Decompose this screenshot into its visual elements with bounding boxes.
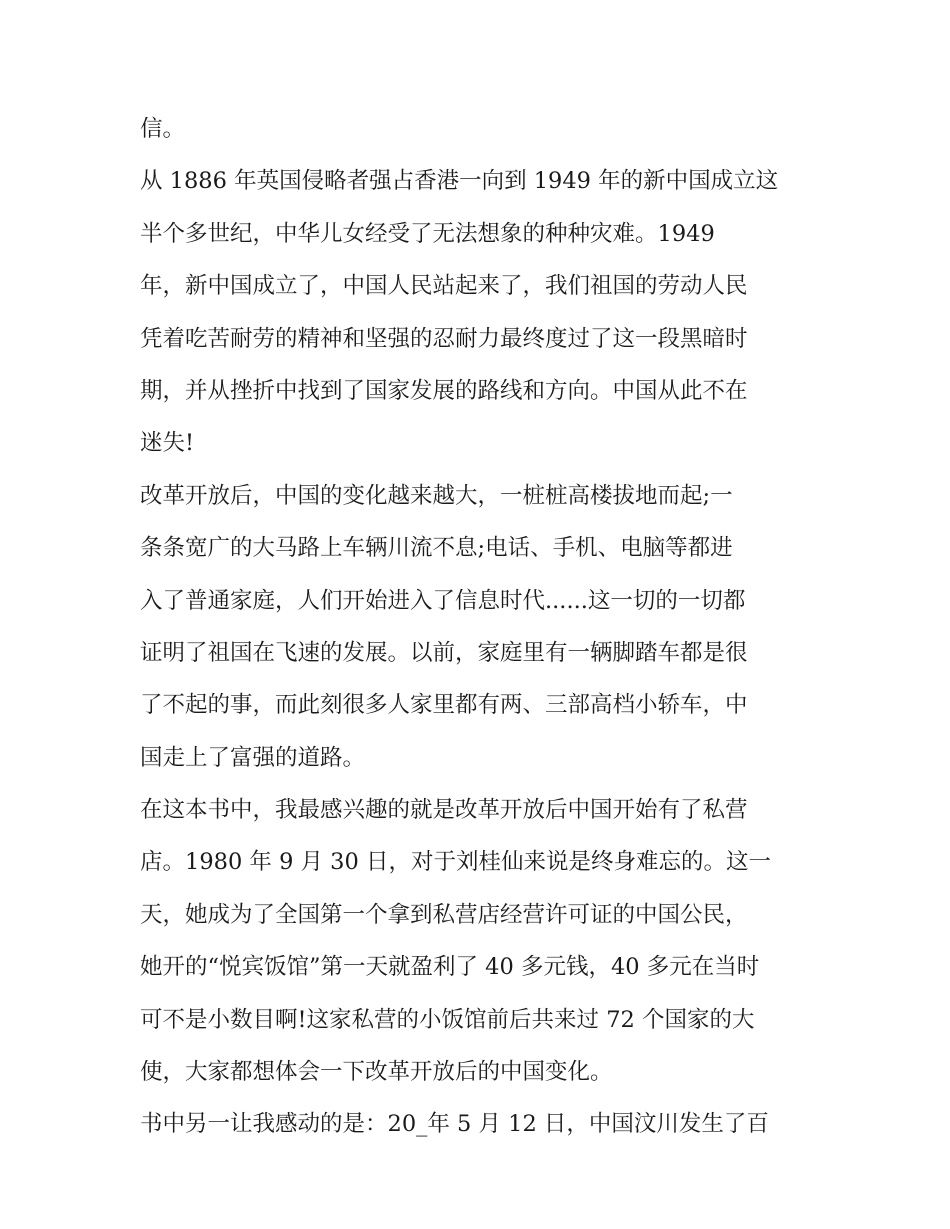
text-line: 店。1980 年 9 月 30 日，对于刘桂仙来说是终身难忘的。这一 <box>140 849 771 876</box>
text-line: 书中另一让我感动的是：20_年 5 月 12 日，中国汶川发生了百 <box>140 1111 769 1138</box>
text-line: 入了普通家庭，人们开始进入了信息时代......这一切的一切都 <box>140 587 746 614</box>
text-line: 从 1886 年英国侵略者强占香港一向到 1949 年的新中国成立这 <box>140 168 779 195</box>
text-line: 半个多世纪，中华儿女经受了无法想象的种种灾难。1949 <box>140 220 715 247</box>
text-line: 可不是小数目啊!这家私营的小饭馆前后共来过 72 个国家的大 <box>140 1006 755 1033</box>
text-line: 迷失! <box>140 430 195 457</box>
text-line: 了不起的事，而此刻很多人家里都有两、三部高档小轿车，中 <box>140 692 748 719</box>
text-line: 信。 <box>140 116 186 142</box>
text-line: 使，大家都想体会一下改革开放后的中国变化。 <box>140 1059 613 1086</box>
body-text <box>140 103 820 1151</box>
text-line: 证明了祖国在飞速的发展。以前，家庭里有一辆脚踏车都是很 <box>140 639 748 666</box>
text-line: 条条宽广的大马路上车辆川流不息;电话、手机、电脑等都进 <box>140 535 733 562</box>
text-line: 期，并从挫折中找到了国家发展的路线和方向。中国从此不在 <box>140 377 748 404</box>
text-line: 年，新中国成立了，中国人民站起来了，我们祖国的劳动人民 <box>140 273 748 300</box>
text-line: 天，她成为了全国第一个拿到私营店经营许可证的中国公民， <box>140 901 748 928</box>
text-line: 凭着吃苦耐劳的精神和坚强的忍耐力最终度过了这一段黑暗时 <box>140 325 748 352</box>
text-line: 改革开放后，中国的变化越来越大，一桩桩高楼拔地而起;一 <box>140 482 733 509</box>
text-line: 国走上了富强的道路。 <box>140 744 366 771</box>
text-line: 她开的“悦宾饭馆”第一天就盈利了 40 多元钱，40 多元在当时 <box>140 954 760 981</box>
text-line: 在这本书中，我最感兴趣的就是改革开放后中国开始有了私营 <box>140 797 748 824</box>
